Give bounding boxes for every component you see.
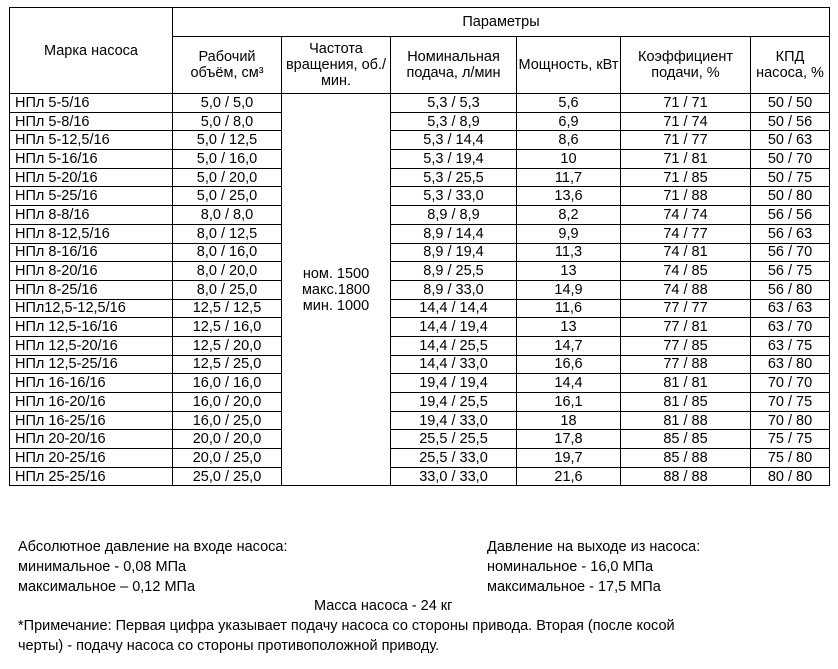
table-row — [10, 299, 830, 318]
efficiency-cell: 56 / 56 — [751, 206, 830, 225]
volume-cell: 16,0 / 25,0 — [173, 411, 282, 430]
coefficient-cell: 77 / 88 — [621, 355, 751, 374]
pump-brand-cell: НПл 25-25/16 — [10, 467, 173, 486]
volume-cell: 5,0 / 25,0 — [173, 187, 282, 206]
volume-cell: 8,0 / 20,0 — [173, 262, 282, 281]
power-cell: 13 — [517, 318, 621, 337]
power-cell: 13,6 — [517, 187, 621, 206]
flow-cell: 19,4 / 19,4 — [391, 374, 517, 393]
flow-cell: 19,4 / 33,0 — [391, 411, 517, 430]
power-cell: 16,1 — [517, 393, 621, 412]
coefficient-cell: 81 / 81 — [621, 374, 751, 393]
footnote-line-2: черты) - подачу насоса со стороны противоположной приводу. — [18, 638, 440, 654]
power-cell: 11,3 — [517, 243, 621, 262]
power-cell: 9,9 — [517, 224, 621, 243]
power-cell: 11,7 — [517, 168, 621, 187]
inlet-pressure-min: минимальное - 0,08 МПа — [18, 559, 187, 575]
table-row — [10, 262, 830, 281]
pump-brand-cell: НПл 8-20/16 — [10, 262, 173, 281]
pump-brand-cell: НПл 12,5-25/16 — [10, 355, 173, 374]
efficiency-cell: 50 / 75 — [751, 168, 830, 187]
flow-cell: 5,3 / 25,5 — [391, 168, 517, 187]
volume-cell: 5,0 / 5,0 — [173, 94, 282, 113]
efficiency-cell: 50 / 50 — [751, 94, 830, 113]
volume-cell: 8,0 / 16,0 — [173, 243, 282, 262]
table-row — [10, 374, 830, 393]
coefficient-cell: 81 / 88 — [621, 411, 751, 430]
coefficient-cell: 85 / 88 — [621, 449, 751, 468]
coefficient-cell: 77 / 85 — [621, 336, 751, 355]
pump-brand-cell: НПл 5-20/16 — [10, 168, 173, 187]
efficiency-cell: 70 / 80 — [751, 411, 830, 430]
flow-cell: 14,4 / 14,4 — [391, 299, 517, 318]
flow-cell: 8,9 / 8,9 — [391, 206, 517, 225]
inlet-pressure-block — [18, 537, 288, 597]
column-header-2: Частота вращения, об./мин. — [282, 37, 391, 94]
volume-cell: 5,0 / 16,0 — [173, 150, 282, 169]
power-cell: 8,6 — [517, 131, 621, 150]
efficiency-cell: 70 / 70 — [751, 374, 830, 393]
coefficient-cell: 71 / 88 — [621, 187, 751, 206]
brand-column-header: Марка насоса — [10, 8, 173, 94]
pump-mass: Масса насоса - 24 кг — [314, 598, 453, 614]
pump-brand-cell: НПл 5-25/16 — [10, 187, 173, 206]
footnote — [18, 616, 818, 656]
power-cell: 6,9 — [517, 112, 621, 131]
coefficient-cell: 88 / 88 — [621, 467, 751, 486]
inlet-pressure-max: максимальное – 0,12 МПа — [18, 579, 196, 595]
coefficient-cell: 71 / 81 — [621, 150, 751, 169]
table-row — [10, 112, 830, 131]
pump-brand-cell: НПл 8-25/16 — [10, 280, 173, 299]
efficiency-cell: 56 / 75 — [751, 262, 830, 281]
flow-cell: 19,4 / 25,5 — [391, 393, 517, 412]
coefficient-cell: 71 / 74 — [621, 112, 751, 131]
efficiency-cell: 63 / 80 — [751, 355, 830, 374]
outlet-pressure-title: Давление на выходе из насоса: — [487, 539, 701, 555]
pump-brand-cell: НПл 8-8/16 — [10, 206, 173, 225]
table-row — [10, 243, 830, 262]
coefficient-cell: 71 / 71 — [621, 94, 751, 113]
column-header-1: Рабочий объём, см³ — [173, 37, 282, 94]
efficiency-cell: 63 / 63 — [751, 299, 830, 318]
coefficient-cell: 71 / 85 — [621, 168, 751, 187]
pump-brand-cell: НПл 12,5-20/16 — [10, 336, 173, 355]
volume-cell: 12,5 / 16,0 — [173, 318, 282, 337]
pump-brand-cell: НПл12,5-12,5/16 — [10, 299, 173, 318]
coefficient-cell: 74 / 74 — [621, 206, 751, 225]
volume-cell: 20,0 / 20,0 — [173, 430, 282, 449]
outlet-pressure-max: максимальное - 17,5 МПа — [487, 579, 661, 595]
efficiency-cell: 63 / 75 — [751, 336, 830, 355]
coefficient-cell: 77 / 81 — [621, 318, 751, 337]
flow-cell: 5,3 / 33,0 — [391, 187, 517, 206]
column-header-6: КПД насоса, % — [751, 37, 830, 94]
coefficient-cell: 85 / 85 — [621, 430, 751, 449]
volume-cell: 8,0 / 12,5 — [173, 224, 282, 243]
power-cell: 16,6 — [517, 355, 621, 374]
coefficient-cell: 74 / 77 — [621, 224, 751, 243]
table-row — [10, 280, 830, 299]
pump-brand-cell: НПл 16-16/16 — [10, 374, 173, 393]
flow-cell: 5,3 / 8,9 — [391, 112, 517, 131]
volume-cell: 16,0 / 16,0 — [173, 374, 282, 393]
table-row — [10, 449, 830, 468]
footnote-line-1: *Примечание: Первая цифра указывает подачу насоса со стороны привода. Вторая (после косой — [18, 618, 675, 634]
table-row — [10, 430, 830, 449]
flow-cell: 8,9 / 25,5 — [391, 262, 517, 281]
flow-cell: 8,9 / 14,4 — [391, 224, 517, 243]
flow-cell: 14,4 / 33,0 — [391, 355, 517, 374]
table-row — [10, 318, 830, 337]
power-cell: 18 — [517, 411, 621, 430]
volume-cell: 25,0 / 25,0 — [173, 467, 282, 486]
pump-brand-cell: НПл 5-16/16 — [10, 150, 173, 169]
efficiency-cell: 63 / 70 — [751, 318, 830, 337]
volume-cell: 12,5 / 25,0 — [173, 355, 282, 374]
table-row — [10, 411, 830, 430]
power-cell: 14,7 — [517, 336, 621, 355]
table-row — [10, 467, 830, 486]
efficiency-cell: 56 / 63 — [751, 224, 830, 243]
pump-brand-cell: НПл 8-12,5/16 — [10, 224, 173, 243]
power-cell: 5,6 — [517, 94, 621, 113]
coefficient-cell: 71 / 77 — [621, 131, 751, 150]
efficiency-cell: 50 / 70 — [751, 150, 830, 169]
rotation-speed-cell — [282, 94, 391, 486]
flow-cell: 8,9 / 19,4 — [391, 243, 517, 262]
flow-cell: 25,5 / 33,0 — [391, 449, 517, 468]
volume-cell: 12,5 / 20,0 — [173, 336, 282, 355]
volume-cell: 8,0 / 25,0 — [173, 280, 282, 299]
pump-brand-cell: НПл 5-8/16 — [10, 112, 173, 131]
volume-cell: 8,0 / 8,0 — [173, 206, 282, 225]
flow-cell: 14,4 / 25,5 — [391, 336, 517, 355]
volume-cell: 12,5 / 12,5 — [173, 299, 282, 318]
coefficient-cell: 81 / 85 — [621, 393, 751, 412]
pump-rows — [10, 94, 830, 486]
pump-brand-cell: НПл 16-20/16 — [10, 393, 173, 412]
pump-brand-cell: НПл 8-16/16 — [10, 243, 173, 262]
pump-brand-cell: НПл 20-25/16 — [10, 449, 173, 468]
coefficient-cell: 74 / 85 — [621, 262, 751, 281]
table-row — [10, 224, 830, 243]
efficiency-cell: 75 / 75 — [751, 430, 830, 449]
volume-cell: 5,0 / 20,0 — [173, 168, 282, 187]
pump-brand-cell: НПл 20-20/16 — [10, 430, 173, 449]
table-row — [10, 168, 830, 187]
flow-cell: 25,5 / 25,5 — [391, 430, 517, 449]
coefficient-cell: 74 / 88 — [621, 280, 751, 299]
power-cell: 17,8 — [517, 430, 621, 449]
rotation-speed-line: макс.1800 — [301, 281, 371, 298]
efficiency-cell: 75 / 80 — [751, 449, 830, 468]
power-cell: 13 — [517, 262, 621, 281]
inlet-pressure-title: Абсолютное давление на входе насоса: — [18, 539, 288, 555]
power-cell: 8,2 — [517, 206, 621, 225]
coefficient-cell: 77 / 77 — [621, 299, 751, 318]
rotation-speed-line: ном. 1500 — [302, 265, 370, 282]
table-row — [10, 131, 830, 150]
volume-cell: 20,0 / 25,0 — [173, 449, 282, 468]
volume-cell: 5,0 / 12,5 — [173, 131, 282, 150]
flow-cell: 5,3 / 19,4 — [391, 150, 517, 169]
pump-spec-table — [9, 7, 830, 486]
table-row — [10, 393, 830, 412]
volume-cell: 16,0 / 20,0 — [173, 393, 282, 412]
pump-brand-cell: НПл 12,5-16/16 — [10, 318, 173, 337]
pump-brand-cell: НПл 5-12,5/16 — [10, 131, 173, 150]
column-header-3: Номинальная подача, л/мин — [391, 37, 517, 94]
flow-cell: 14,4 / 19,4 — [391, 318, 517, 337]
table-row — [10, 355, 830, 374]
outlet-pressure-block — [487, 537, 700, 597]
power-cell: 19,7 — [517, 449, 621, 468]
coefficient-cell: 74 / 81 — [621, 243, 751, 262]
efficiency-cell: 50 / 56 — [751, 112, 830, 131]
power-cell: 21,6 — [517, 467, 621, 486]
column-header-4: Мощность, кВт — [517, 37, 621, 94]
column-header-5: Коэффициент подачи, % — [621, 37, 751, 94]
table-row — [10, 206, 830, 225]
table-row — [10, 336, 830, 355]
efficiency-cell: 80 / 80 — [751, 467, 830, 486]
flow-cell: 33,0 / 33,0 — [391, 467, 517, 486]
power-cell: 11,6 — [517, 299, 621, 318]
pump-brand-cell: НПл 16-25/16 — [10, 411, 173, 430]
efficiency-cell: 56 / 80 — [751, 280, 830, 299]
volume-cell: 5,0 / 8,0 — [173, 112, 282, 131]
efficiency-cell: 70 / 75 — [751, 393, 830, 412]
params-header: Параметры — [173, 8, 830, 37]
power-cell: 10 — [517, 150, 621, 169]
power-cell: 14,9 — [517, 280, 621, 299]
table-row — [10, 187, 830, 206]
table-row — [10, 150, 830, 169]
rotation-speed-line: мин. 1000 — [302, 297, 370, 314]
efficiency-cell: 56 / 70 — [751, 243, 830, 262]
efficiency-cell: 50 / 80 — [751, 187, 830, 206]
outlet-pressure-nominal: номинальное - 16,0 МПа — [487, 559, 654, 575]
power-cell: 14,4 — [517, 374, 621, 393]
efficiency-cell: 50 / 63 — [751, 131, 830, 150]
pump-brand-cell: НПл 5-5/16 — [10, 94, 173, 113]
flow-cell: 8,9 / 33,0 — [391, 280, 517, 299]
table-row — [10, 94, 830, 113]
flow-cell: 5,3 / 5,3 — [391, 94, 517, 113]
flow-cell: 5,3 / 14,4 — [391, 131, 517, 150]
